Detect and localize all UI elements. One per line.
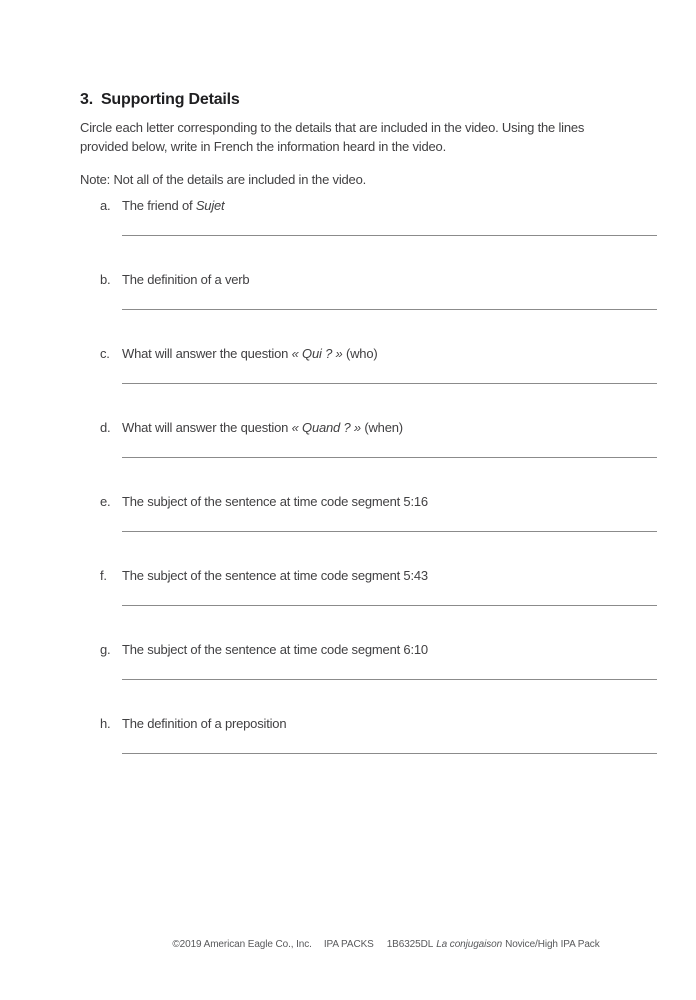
item-letter: a. [100,197,111,213]
item-text-italic: Sujet [195,197,225,213]
item-text-suffix: (who) [342,345,378,361]
instructions-line-2: provided below, write in French the information heard in the video. [80,138,446,154]
item-text [122,493,428,511]
item-letter: e. [100,493,111,509]
list-item-b [80,271,696,345]
answer-line [122,753,657,754]
answer-line [122,457,657,458]
list-item-c [80,345,696,419]
item-row [80,271,696,289]
list-item-f [80,567,696,641]
page-title [80,91,696,108]
item-text-regular: The subject of the sentence at time code segment 5:43 [122,567,428,583]
answer-line [122,235,657,236]
item-text [122,715,286,733]
answer-line [122,605,657,606]
detail-list [80,197,696,789]
item-text [122,345,377,363]
item-text-regular: What will answer the question [122,419,292,435]
list-item-d [80,419,696,493]
list-item-a [80,197,696,271]
note-text: Note: Not all of the details are included in the video. [80,172,367,187]
item-text-italic: « Qui ? » [291,345,343,361]
item-text-regular: The definition of a verb [122,271,250,287]
answer-line [122,383,657,384]
item-text-regular: The friend of [122,197,196,213]
instructions-line-1: Circle each letter corresponding to the details that are included in the video. Using the lines [80,120,585,135]
list-item-g [80,641,696,715]
product-code: 1B6325DL [386,939,434,950]
item-text [122,641,428,659]
item-row [80,345,696,363]
item-text [122,567,428,585]
item-letter: g. [100,641,111,657]
item-text-regular: What will answer the question [122,345,292,361]
item-row [80,493,696,511]
list-item-e [80,493,696,567]
product-title: La conjugaison [436,939,503,950]
answer-line [122,531,657,532]
item-text-regular: The subject of the sentence at time code segment 5:16 [122,493,428,509]
answer-line [122,679,657,680]
item-letter: h. [100,715,111,731]
item-letter: d. [100,419,111,435]
item-row [80,641,696,659]
item-row [80,567,696,585]
list-item-h [80,715,696,789]
series-name: IPA PACKS [323,939,374,950]
answer-line [122,309,657,310]
copyright-text: ©2019 American Eagle Co., Inc. [172,939,312,950]
item-row [80,715,696,733]
item-text-regular: The subject of the sentence at time code segment 6:10 [122,641,428,657]
item-letter: b. [100,271,111,287]
item-row [80,419,696,437]
item-text [122,197,224,215]
instructions-text [80,119,696,156]
item-text [122,271,249,289]
item-letter: c. [100,345,110,361]
section-title: Supporting Details [100,91,240,108]
item-text-regular: The definition of a preposition [122,715,287,731]
item-text [122,419,403,437]
page-footer [76,939,696,950]
item-text-italic: « Quand ? » [291,419,361,435]
product-edition: Novice/High IPA Pack [505,939,600,950]
section-number: 3. [80,91,93,108]
item-letter: f. [100,567,107,583]
item-row [80,197,696,215]
item-text-suffix: (when) [360,419,403,435]
